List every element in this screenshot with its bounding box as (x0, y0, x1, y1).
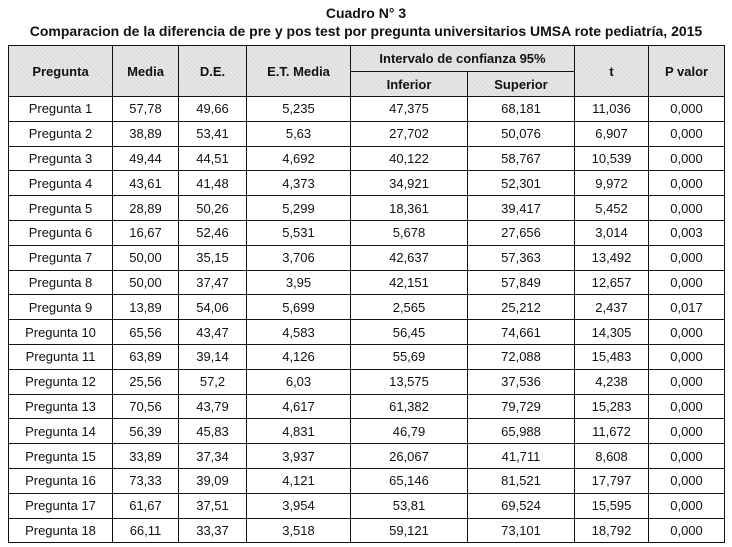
cell-media: 61,67 (113, 493, 179, 518)
header-p-valor: P valor (649, 46, 725, 97)
cell-et-media: 5,699 (247, 295, 351, 320)
cell-t: 15,483 (575, 344, 649, 369)
cell-superior: 68,181 (468, 97, 575, 122)
header-superior: Superior (468, 72, 575, 97)
header-et-media: E.T. Media (247, 46, 351, 97)
cell-inferior: 34,921 (351, 171, 468, 196)
cell-media: 38,89 (113, 121, 179, 146)
cell-media: 13,89 (113, 295, 179, 320)
cell-superior: 41,711 (468, 444, 575, 469)
cell-de: 57,2 (179, 369, 247, 394)
cell-de: 52,46 (179, 220, 247, 245)
cell-p-valor: 0,000 (649, 146, 725, 171)
table-row (9, 518, 725, 543)
table-row (9, 320, 725, 345)
cell-p-valor: 0,000 (649, 419, 725, 444)
cell-p-valor: 0,000 (649, 518, 725, 543)
cell-de: 53,41 (179, 121, 247, 146)
cell-et-media: 6,03 (247, 369, 351, 394)
cell-t: 13,492 (575, 245, 649, 270)
table-body (9, 97, 725, 543)
cell-et-media: 5,299 (247, 196, 351, 221)
cell-p-valor: 0,000 (649, 245, 725, 270)
cell-superior: 79,729 (468, 394, 575, 419)
table-row (9, 220, 725, 245)
cell-t: 11,672 (575, 419, 649, 444)
table-row (9, 444, 725, 469)
cell-superior: 39,417 (468, 196, 575, 221)
cell-superior: 50,076 (468, 121, 575, 146)
cell-pregunta: Pregunta 1 (9, 97, 113, 122)
table-row (9, 196, 725, 221)
cell-superior: 65,988 (468, 419, 575, 444)
cell-pregunta: Pregunta 18 (9, 518, 113, 543)
cell-p-valor: 0,003 (649, 220, 725, 245)
cell-superior: 52,301 (468, 171, 575, 196)
cell-p-valor: 0,017 (649, 295, 725, 320)
table-row (9, 394, 725, 419)
cell-superior: 74,661 (468, 320, 575, 345)
cell-de: 33,37 (179, 518, 247, 543)
cell-superior: 73,101 (468, 518, 575, 543)
cell-et-media: 5,235 (247, 97, 351, 122)
cell-pregunta: Pregunta 10 (9, 320, 113, 345)
cell-inferior: 46,79 (351, 419, 468, 444)
cell-t: 18,792 (575, 518, 649, 543)
cell-media: 16,67 (113, 220, 179, 245)
table-row (9, 121, 725, 146)
cell-de: 35,15 (179, 245, 247, 270)
cell-pregunta: Pregunta 11 (9, 344, 113, 369)
cell-de: 45,83 (179, 419, 247, 444)
cell-pregunta: Pregunta 3 (9, 146, 113, 171)
cell-p-valor: 0,000 (649, 394, 725, 419)
cell-de: 39,14 (179, 344, 247, 369)
cell-inferior: 47,375 (351, 97, 468, 122)
cell-inferior: 13,575 (351, 369, 468, 394)
cell-p-valor: 0,000 (649, 444, 725, 469)
header-intervalo-confianza: Intervalo de confianza 95% (351, 46, 575, 72)
table-row (9, 468, 725, 493)
cell-superior: 25,212 (468, 295, 575, 320)
header-de: D.E. (179, 46, 247, 97)
cell-t: 8,608 (575, 444, 649, 469)
cell-p-valor: 0,000 (649, 97, 725, 122)
cell-superior: 58,767 (468, 146, 575, 171)
cell-inferior: 27,702 (351, 121, 468, 146)
results-table (8, 45, 725, 543)
table-header (9, 46, 725, 97)
cell-et-media: 3,518 (247, 518, 351, 543)
cell-de: 43,47 (179, 320, 247, 345)
cell-pregunta: Pregunta 14 (9, 419, 113, 444)
cell-et-media: 5,531 (247, 220, 351, 245)
cell-pregunta: Pregunta 9 (9, 295, 113, 320)
cell-et-media: 4,692 (247, 146, 351, 171)
cell-inferior: 55,69 (351, 344, 468, 369)
table-row (9, 97, 725, 122)
cell-de: 49,66 (179, 97, 247, 122)
cell-superior: 37,536 (468, 369, 575, 394)
cell-pregunta: Pregunta 16 (9, 468, 113, 493)
cell-t: 6,907 (575, 121, 649, 146)
cell-t: 10,539 (575, 146, 649, 171)
header-pregunta: Pregunta (9, 46, 113, 97)
cell-pregunta: Pregunta 17 (9, 493, 113, 518)
cell-inferior: 61,382 (351, 394, 468, 419)
cell-inferior: 56,45 (351, 320, 468, 345)
cell-t: 14,305 (575, 320, 649, 345)
header-media: Media (113, 46, 179, 97)
cell-pregunta: Pregunta 4 (9, 171, 113, 196)
cell-inferior: 5,678 (351, 220, 468, 245)
cell-et-media: 4,121 (247, 468, 351, 493)
cell-media: 43,61 (113, 171, 179, 196)
table-row (9, 270, 725, 295)
table-row (9, 344, 725, 369)
cell-p-valor: 0,000 (649, 121, 725, 146)
cell-media: 70,56 (113, 394, 179, 419)
header-t: t (575, 46, 649, 97)
cell-inferior: 18,361 (351, 196, 468, 221)
cell-t: 11,036 (575, 97, 649, 122)
table-row (9, 146, 725, 171)
cell-de: 50,26 (179, 196, 247, 221)
table-row (9, 295, 725, 320)
cell-media: 65,56 (113, 320, 179, 345)
cell-inferior: 40,122 (351, 146, 468, 171)
cell-inferior: 59,121 (351, 518, 468, 543)
cell-t: 3,014 (575, 220, 649, 245)
cell-pregunta: Pregunta 2 (9, 121, 113, 146)
cell-et-media: 5,63 (247, 121, 351, 146)
cell-inferior: 26,067 (351, 444, 468, 469)
cell-media: 73,33 (113, 468, 179, 493)
cell-de: 44,51 (179, 146, 247, 171)
cell-media: 25,56 (113, 369, 179, 394)
cell-superior: 57,363 (468, 245, 575, 270)
cell-t: 12,657 (575, 270, 649, 295)
table-caption-title: Comparacion de la diferencia de pre y pos test por pregunta universitarios UMSA rote pediatría, 2015 (29, 23, 703, 39)
cell-t: 2,437 (575, 295, 649, 320)
cell-t: 5,452 (575, 196, 649, 221)
cell-de: 41,48 (179, 171, 247, 196)
cell-media: 33,89 (113, 444, 179, 469)
cell-media: 66,11 (113, 518, 179, 543)
cell-de: 54,06 (179, 295, 247, 320)
cell-t: 4,238 (575, 369, 649, 394)
header-inferior: Inferior (351, 72, 468, 97)
cell-et-media: 4,126 (247, 344, 351, 369)
table-row (9, 369, 725, 394)
cell-et-media: 4,831 (247, 419, 351, 444)
table-row (9, 419, 725, 444)
cell-pregunta: Pregunta 12 (9, 369, 113, 394)
cell-pregunta: Pregunta 7 (9, 245, 113, 270)
cell-pregunta: Pregunta 13 (9, 394, 113, 419)
cell-media: 57,78 (113, 97, 179, 122)
cell-inferior: 42,637 (351, 245, 468, 270)
cell-p-valor: 0,000 (649, 468, 725, 493)
table-row (9, 171, 725, 196)
cell-et-media: 4,583 (247, 320, 351, 345)
cell-media: 50,00 (113, 245, 179, 270)
cell-superior: 81,521 (468, 468, 575, 493)
cell-t: 15,595 (575, 493, 649, 518)
cell-media: 28,89 (113, 196, 179, 221)
cell-de: 39,09 (179, 468, 247, 493)
cell-pregunta: Pregunta 6 (9, 220, 113, 245)
table-row (9, 245, 725, 270)
cell-et-media: 4,617 (247, 394, 351, 419)
cell-pregunta: Pregunta 8 (9, 270, 113, 295)
cell-superior: 72,088 (468, 344, 575, 369)
table-row (9, 493, 725, 518)
cell-p-valor: 0,000 (649, 196, 725, 221)
cell-p-valor: 0,000 (649, 369, 725, 394)
cell-et-media: 3,95 (247, 270, 351, 295)
cell-t: 15,283 (575, 394, 649, 419)
cell-media: 63,89 (113, 344, 179, 369)
cell-p-valor: 0,000 (649, 171, 725, 196)
cell-inferior: 65,146 (351, 468, 468, 493)
cell-superior: 27,656 (468, 220, 575, 245)
cell-pregunta: Pregunta 15 (9, 444, 113, 469)
cell-et-media: 3,706 (247, 245, 351, 270)
cell-de: 37,51 (179, 493, 247, 518)
cell-superior: 57,849 (468, 270, 575, 295)
cell-inferior: 2,565 (351, 295, 468, 320)
cell-p-valor: 0,000 (649, 344, 725, 369)
cell-media: 49,44 (113, 146, 179, 171)
cell-inferior: 42,151 (351, 270, 468, 295)
cell-p-valor: 0,000 (649, 493, 725, 518)
cell-media: 50,00 (113, 270, 179, 295)
cell-p-valor: 0,000 (649, 270, 725, 295)
cell-et-media: 4,373 (247, 171, 351, 196)
cell-pregunta: Pregunta 5 (9, 196, 113, 221)
cell-et-media: 3,937 (247, 444, 351, 469)
cell-de: 37,34 (179, 444, 247, 469)
cell-media: 56,39 (113, 419, 179, 444)
cell-p-valor: 0,000 (649, 320, 725, 345)
cell-inferior: 53,81 (351, 493, 468, 518)
cell-t: 9,972 (575, 171, 649, 196)
cell-de: 37,47 (179, 270, 247, 295)
cell-t: 17,797 (575, 468, 649, 493)
cell-superior: 69,524 (468, 493, 575, 518)
cell-et-media: 3,954 (247, 493, 351, 518)
cell-de: 43,79 (179, 394, 247, 419)
table-caption-number: Cuadro N° 3 (325, 5, 407, 21)
